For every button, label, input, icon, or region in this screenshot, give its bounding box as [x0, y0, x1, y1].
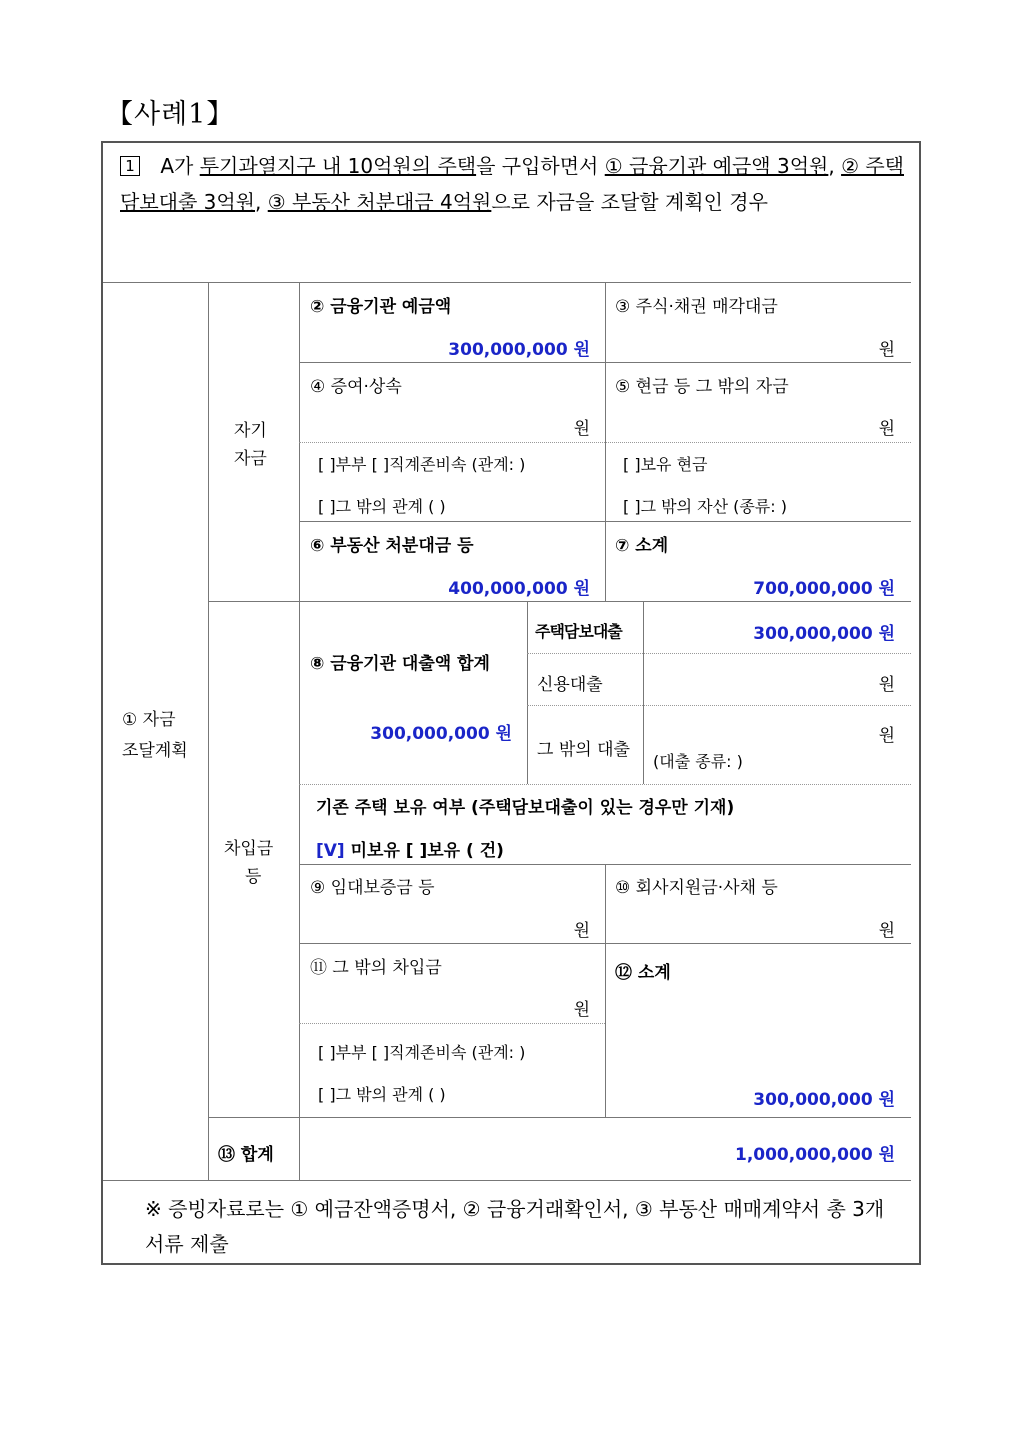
loan-total-value: 300,000,000 원	[370, 724, 512, 744]
cash-held-checkbox[interactable]: [ ]보유 현금	[623, 455, 708, 474]
case-description: 1 A가 투기과열지구 내 10억원의 주택을 구입하면서 ① 금융기관 예금액 3억원, ② 주택담보대출 3억원, ③ 부동산 처분대금 4억원으로 자금을 조달할 계획인 경우	[120, 154, 904, 214]
company-fund-label: ⑩ 회사지원금·사채 등	[615, 878, 778, 898]
stocks-label: ③ 주식·채권 매각대금	[615, 297, 778, 317]
property-value: 400,000,000 원	[448, 579, 590, 599]
gift-value: 원	[573, 419, 590, 439]
mortgage-value: 300,000,000 원	[753, 624, 895, 644]
gift-label: ④ 증여·상속	[310, 377, 402, 397]
deposit-value: 300,000,000 원	[448, 340, 590, 360]
borrow-relation-checkbox[interactable]: [ ]부부 [ ]직계존비속 (관계: )	[318, 1043, 526, 1062]
other-borrowing-label: ⑪ 그 밖의 차입금	[310, 958, 442, 978]
other-assets-checkbox[interactable]: [ ]그 밖의 자산 (종류: )	[623, 497, 787, 516]
page-title: 【사례1】	[106, 99, 235, 130]
cash-label: ⑤ 현금 등 그 밖의 자금	[615, 377, 789, 397]
deposit-label: ② 금융기관 예금액	[310, 297, 452, 317]
house-ownership-options: [V] 미보유 [ ]보유 ( 건)	[316, 841, 504, 861]
total-label: ⑬ 합계	[218, 1145, 274, 1165]
own-subtotal-label: ⑦ 소계	[615, 536, 669, 556]
property-label: ⑥ 부동산 처분대금 등	[310, 536, 474, 556]
borrow-label-2: 등	[245, 867, 262, 887]
borrow-label: 차입금	[224, 839, 274, 859]
section-label: ① 자금	[122, 710, 176, 730]
not-owned-checkbox[interactable]: [V]	[316, 841, 345, 861]
own-funds-label-2: 자금	[234, 449, 267, 469]
own-subtotal-value: 700,000,000 원	[753, 579, 895, 599]
own-funds-label: 자기	[234, 421, 267, 441]
mortgage-label: 주택담보대출	[535, 622, 622, 641]
loan-total-label: ⑧ 금융기관 대출액 합계	[310, 654, 490, 674]
other-borrowing-value: 원	[573, 1000, 590, 1020]
stocks-value: 원	[878, 340, 895, 360]
other-loan-type: (대출 종류: )	[653, 752, 743, 771]
lease-deposit-value: 원	[573, 921, 590, 941]
borrow-subtotal-value: 300,000,000 원	[753, 1090, 895, 1110]
house-ownership-question: 기존 주택 보유 여부 (주택담보대출이 있는 경우만 기재)	[316, 798, 735, 818]
credit-loan-value: 원	[878, 675, 895, 695]
company-fund-value: 원	[878, 921, 895, 941]
gift-other-relation-checkbox[interactable]: [ ]그 밖의 관계 ( )	[318, 497, 446, 516]
borrow-other-relation-checkbox[interactable]: [ ]그 밖의 관계 ( )	[318, 1085, 446, 1104]
box-number: 1	[120, 156, 140, 176]
other-loan-value: 원	[878, 726, 895, 746]
total-value: 1,000,000,000 원	[734, 1145, 895, 1165]
credit-loan-label: 신용대출	[537, 675, 603, 695]
borrow-subtotal-label: ⑫ 소계	[615, 963, 671, 983]
cash-value: 원	[878, 419, 895, 439]
gift-relation-checkbox[interactable]: [ ]부부 [ ]직계존비속 (관계: )	[318, 455, 526, 474]
other-loan-label: 그 밖의 대출	[537, 740, 630, 760]
lease-deposit-label: ⑨ 임대보증금 등	[310, 878, 435, 898]
evidence-note: ※ 증빙자료로는 ① 예금잔액증명서, ② 금융거래확인서, ③ 부동산 매매계약서 총 3개 서류 제출	[145, 1197, 885, 1256]
section-label-2: 조달계획	[122, 741, 188, 761]
